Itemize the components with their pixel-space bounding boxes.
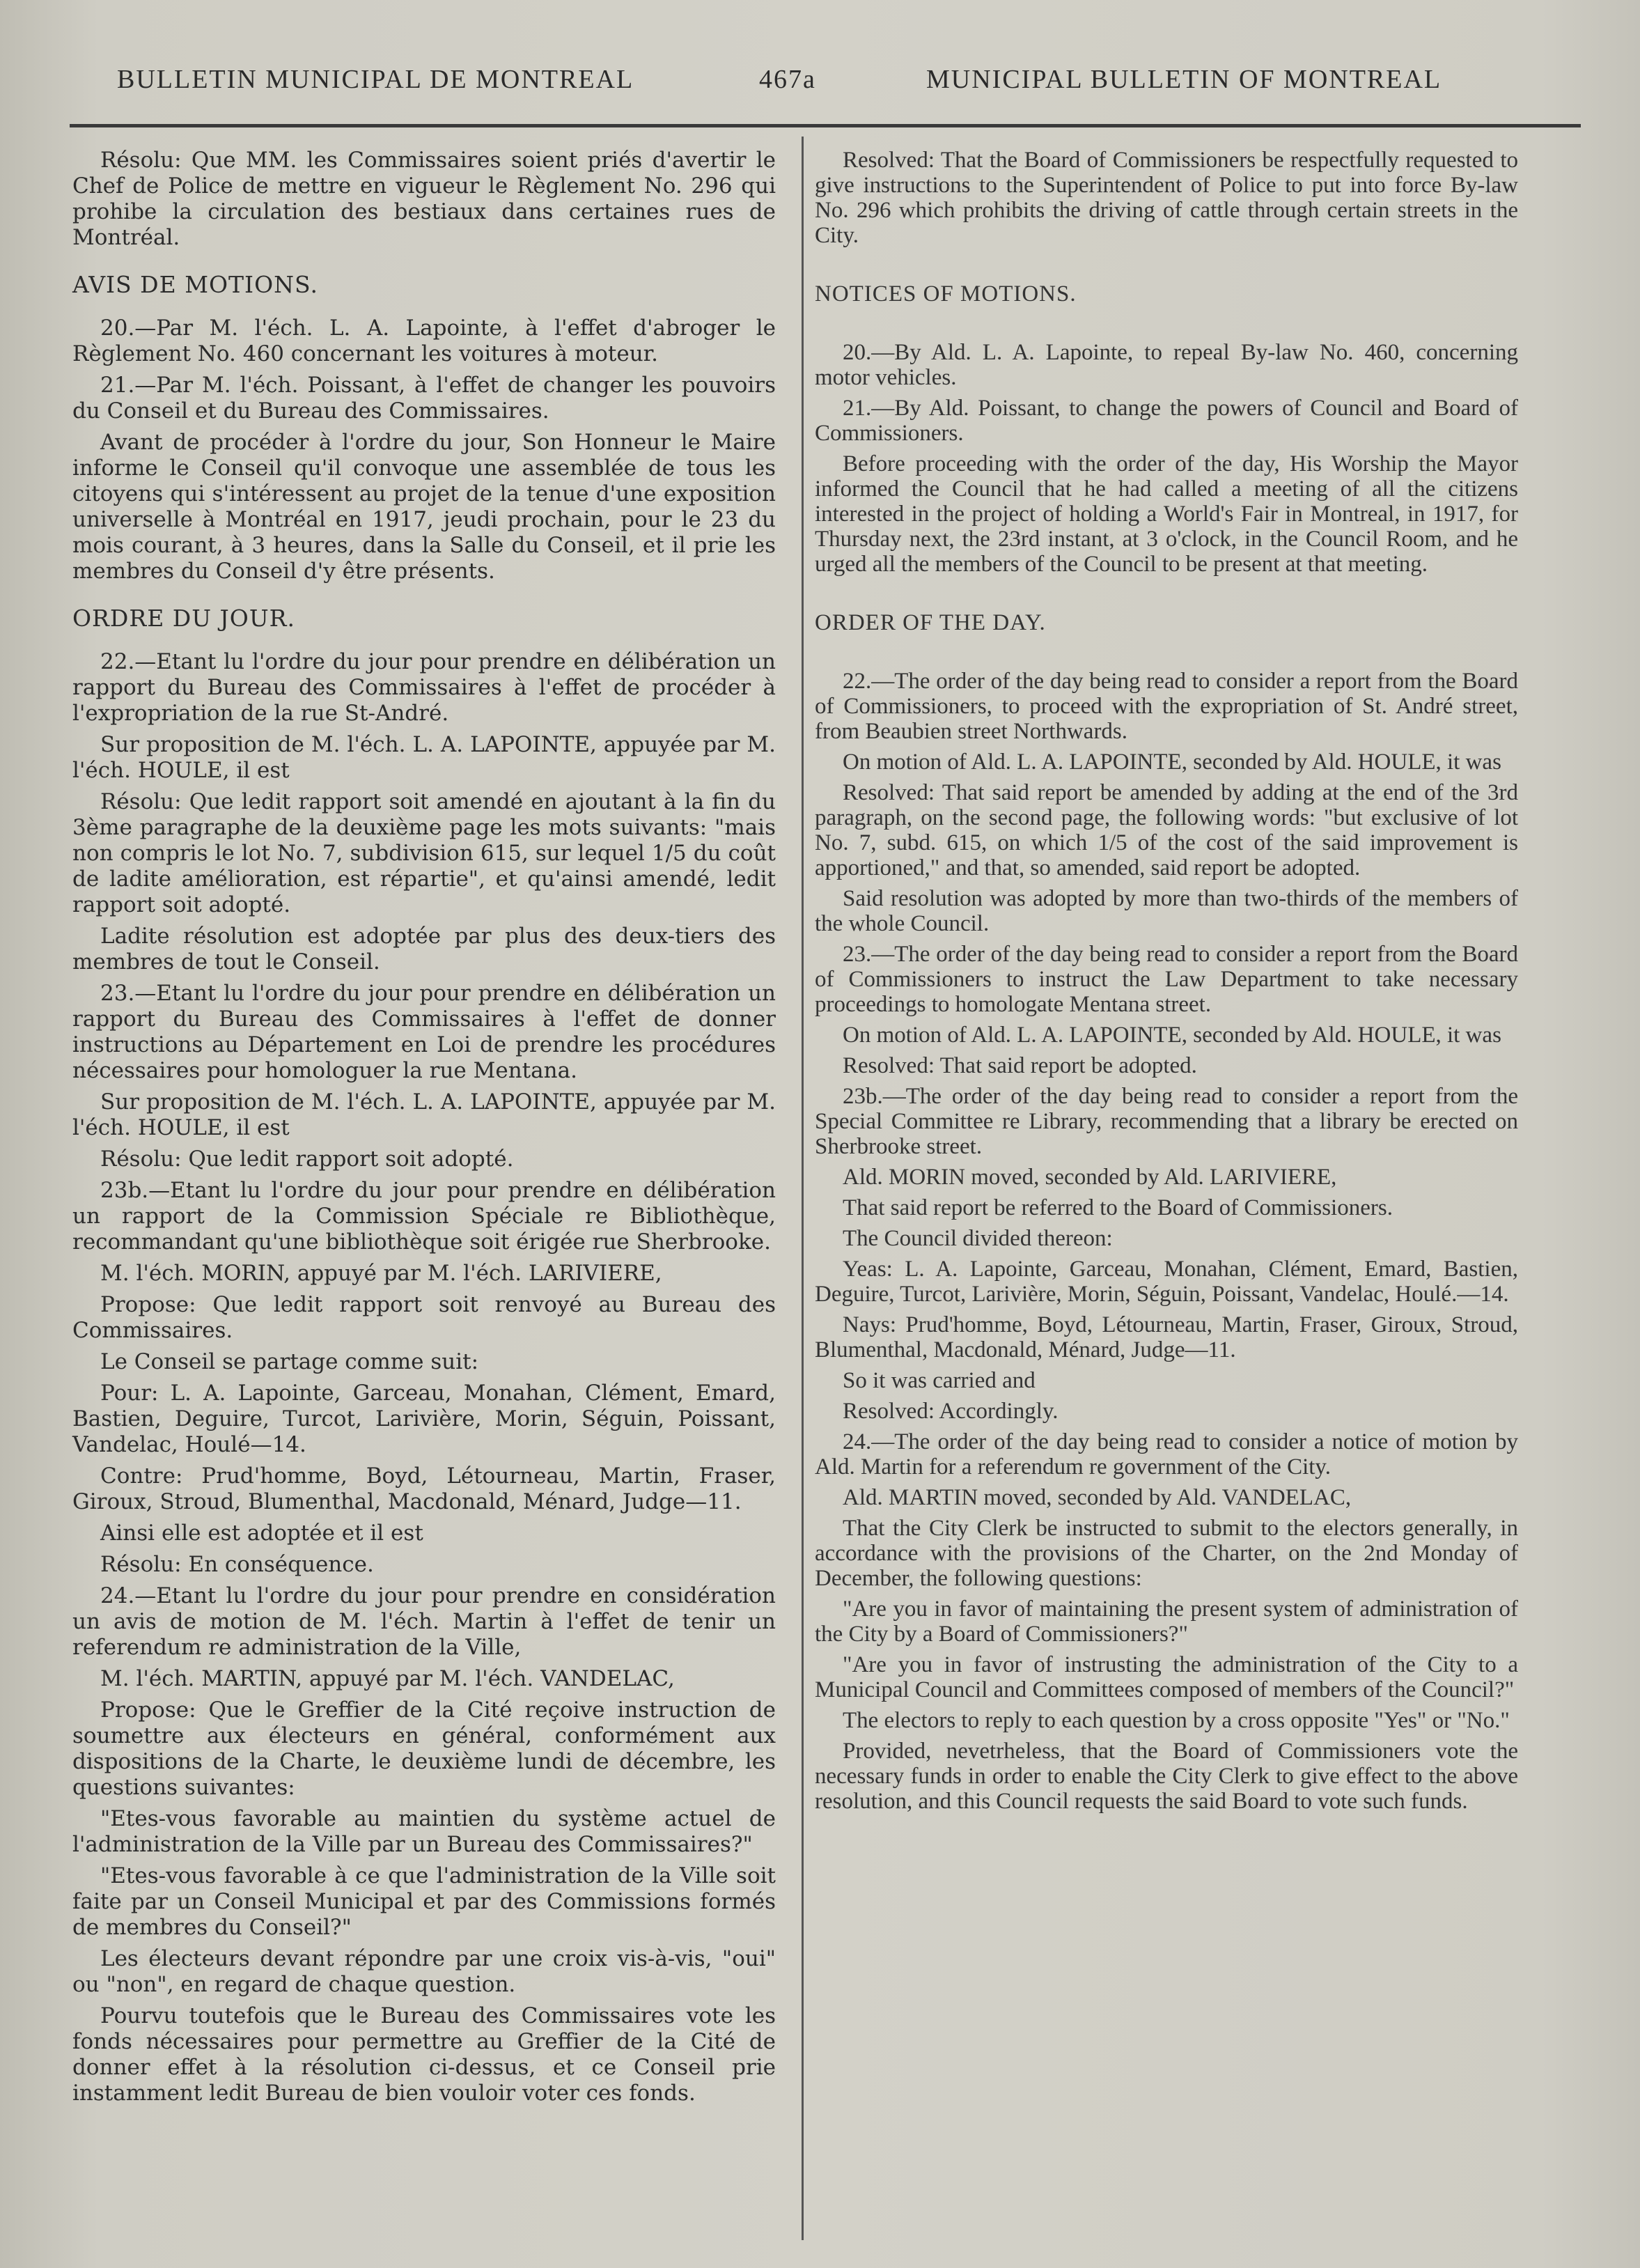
french-paragraph: Le Conseil se partage comme suit:	[100, 1349, 479, 1374]
english-paragraph: Provided, nevetrheless, that the Board of Commissioners vote the necessary funds in order to enable the City Clerk to give effect to the above resolution, and this Council requests the said Board to vote such funds.	[815, 1739, 1518, 1814]
french-paragraph: Avant de procéder à l'ordre du jour, Son Honneur le Maire informe le Conseil qu'il convoque une assemblée de tous les citoyens qui s'intéressent au projet de la tenue d'une exposition universelle à Montréal en 1917, jeudi prochain, pour le 23 du mois courant, à 3 heures, dans la Salle du Conseil, et il prie les membres du Conseil d'y être présents.	[72, 430, 776, 584]
french-paragraph: Sur proposition de M. l'éch. L. A. LAPOINTE, appuyée par M. l'éch. HOULE, il est	[72, 1089, 776, 1140]
french-paragraph: 21.—Par M. l'éch. Poissant, à l'effet de changer les pouvoirs du Conseil et du Bureau des Commissaires.	[72, 373, 776, 424]
header-rule	[70, 124, 1581, 127]
english-paragraph: Said resolution was adopted by more than two-thirds of the members of the whole Council.	[815, 886, 1518, 936]
french-paragraph: Résolu: En conséquence.	[100, 1552, 374, 1577]
english-paragraph: Before proceeding with the order of the day, His Worship the Mayor informed the Council that he had called a meeting of all the citizens interested in the project of holding a World's Fair in Montreal, in 1917, for Thursday next, the 23rd instant, at 3 o'clock, in the Council Room, and he urged all the members of the Council to be present at that meeting.	[815, 451, 1518, 577]
french-paragraph: M. l'éch. MORIN, appuyé par M. l'éch. LARIVIERE,	[100, 1261, 662, 1286]
page-number: 467a	[759, 65, 816, 94]
english-paragraph: Nays: Prud'homme, Boyd, Létourneau, Martin, Fraser, Giroux, Stroud, Blumenthal, Macdonald, Ménard, Judge—11.	[815, 1312, 1518, 1362]
french-paragraph: 22.—Etant lu l'ordre du jour pour prendre en délibération un rapport du Bureau des Commissaires à l'effet de procéder à l'expropriation de la rue St-André.	[72, 649, 776, 726]
english-paragraph: Resolved: That the Board of Commissioners be respectfully requested to give instructions to the Superintendent of Police to put into force By-law No. 296 which prohibits the driving of cattle through certain streets in the City.	[815, 148, 1518, 248]
english-paragraph: On motion of Ald. L. A. LAPOINTE, seconded by Ald. HOULE, it was	[843, 749, 1501, 775]
french-paragraph: 23.—Etant lu l'ordre du jour pour prendre en délibération un rapport du Bureau des Commissaires à l'effet de donner instructions au Département en Loi de prendre les procédures nécessaires pour homologuer la rue Mentana.	[72, 981, 776, 1083]
french-paragraph: Contre: Prud'homme, Boyd, Létourneau, Martin, Fraser, Giroux, Stroud, Blumenthal, Macdonald, Ménard, Judge—11.	[72, 1463, 776, 1514]
english-section-heading: ORDER OF THE DAY.	[815, 610, 1046, 635]
french-paragraph: 20.—Par M. l'éch. L. A. Lapointe, à l'effet d'abroger le Règlement No. 460 concernant les voitures à moteur.	[72, 316, 776, 366]
french-paragraph: Résolu: Que ledit rapport soit amendé en ajoutant à la fin du 3ème paragraphe de la deuxième page les mots suivants: "mais non compris le lot No. 7, subdivision 615, sur lequel 1/5 du coût de ladite amélioration, est répartie", et qu'ainsi amendé, ledit rapport soit adopté.	[72, 789, 776, 917]
english-paragraph: 23b.—The order of the day being read to consider a report from the Special Committee re Library, recommending that a library be erected on Sherbrooke street.	[815, 1084, 1518, 1159]
header-title-english: MUNICIPAL BULLETIN OF MONTREAL	[926, 65, 1442, 94]
english-paragraph: On motion of Ald. L. A. LAPOINTE, seconded by Ald. HOULE, it was	[843, 1023, 1501, 1048]
french-section-heading: ORDRE DU JOUR.	[72, 605, 295, 632]
english-paragraph: The Council divided thereon:	[843, 1226, 1113, 1251]
french-paragraph: "Etes-vous favorable à ce que l'administration de la Ville soit faite par un Conseil Municipal et par des Commissions formés de membres du Conseil?"	[72, 1863, 776, 1940]
french-paragraph: Propose: Que le Greffier de la Cité reçoive instruction de soumettre aux électeurs en général, conformément aux dispositions de la Charte, le deuxième lundi de décembre, les questions suivantes:	[72, 1698, 776, 1800]
english-paragraph: That the City Clerk be instructed to submit to the electors generally, in accordance with the provisions of the Charter, on the 2nd Monday of December, the following questions:	[815, 1516, 1518, 1591]
french-paragraph: Propose: Que ledit rapport soit renvoyé au Bureau des Commissaires.	[72, 1292, 776, 1343]
english-paragraph: That said report be referred to the Board of Commissioners.	[843, 1195, 1393, 1220]
english-paragraph: Ald. MARTIN moved, seconded by Ald. VANDELAC,	[843, 1485, 1352, 1510]
french-paragraph: Résolu: Que MM. les Commissaires soient priés d'avertir le Chef de Police de mettre en vigueur le Règlement No. 296 qui prohibe la circulation des bestiaux dans certaines rues de Montréal.	[72, 148, 776, 250]
french-paragraph: M. l'éch. MARTIN, appuyé par M. l'éch. VANDELAC,	[100, 1666, 675, 1691]
french-section-heading: AVIS DE MOTIONS.	[72, 271, 318, 298]
english-paragraph: Resolved: That said report be amended by adding at the end of the 3rd paragraph, on the second page, the following words: "but exclusive of lot No. 7, subd. 615, on which 1/5 of the cost of the said improvement is apportioned," and that, so amended, said report be adopted.	[815, 780, 1518, 880]
english-paragraph: 20.—By Ald. L. A. Lapointe, to repeal By-law No. 460, concerning motor vehicles.	[815, 340, 1518, 390]
french-paragraph: Ladite résolution est adoptée par plus des deux-tiers des membres de tout le Conseil.	[72, 924, 776, 974]
english-paragraph: Yeas: L. A. Lapointe, Garceau, Monahan, Clément, Emard, Bastien, Deguire, Turcot, Larivière, Morin, Séguin, Poissant, Vandelac, Houlé.—14.	[815, 1257, 1518, 1307]
french-column	[72, 148, 776, 2112]
french-paragraph: Résolu: Que ledit rapport soit adopté.	[100, 1147, 514, 1172]
english-paragraph: Resolved: Accordingly.	[843, 1399, 1059, 1424]
french-paragraph: Sur proposition de M. l'éch. L. A. LAPOINTE, appuyée par M. l'éch. HOULE, il est	[72, 732, 776, 783]
english-paragraph: Resolved: That said report be adopted.	[843, 1053, 1197, 1078]
english-paragraph: 24.—The order of the day being read to consider a notice of motion by Ald. Martin for a referendum re government of the City.	[815, 1429, 1518, 1479]
english-paragraph: 23.—The order of the day being read to consider a report from the Board of Commissioners to instruct the Law Department to take necessary proceedings to homologate Mentana street.	[815, 942, 1518, 1017]
english-paragraph: The electors to reply to each question by a cross opposite "Yes" or "No."	[843, 1708, 1510, 1733]
header-title-french: BULLETIN MUNICIPAL DE MONTREAL	[117, 65, 634, 94]
english-paragraph: "Are you in favor of maintaining the present system of administration of the City by a Board of Commissioners?"	[815, 1597, 1518, 1647]
english-paragraph: 21.—By Ald. Poissant, to change the powers of Council and Board of Commissioners.	[815, 396, 1518, 446]
french-paragraph: 23b.—Etant lu l'ordre du jour pour prendre en délibération un rapport de la Commission Spéciale re Bibliothèque, recommandant qu'une bibliothèque soit érigée rue Sherbrooke.	[72, 1178, 776, 1255]
french-paragraph: Pourvu toutefois que le Bureau des Commissaires vote les fonds nécessaires pour permettre au Greffier de la Cité de donner effet à la résolution ci-dessus, et ce Conseil prie instamment ledit Bureau de bien vouloir voter ces fonds.	[72, 2003, 776, 2106]
english-paragraph: 22.—The order of the day being read to consider a report from the Board of Commissioners, to proceed with the expropriation of St. André street, from Beaubien street Northwards.	[815, 669, 1518, 744]
column-divider	[802, 137, 804, 2240]
english-paragraph: So it was carried and	[843, 1368, 1036, 1393]
french-paragraph: Pour: L. A. Lapointe, Garceau, Monahan, Clément, Emard, Bastien, Deguire, Turcot, Larivière, Morin, Séguin, Poissant, Vandelac, Houlé—14.	[72, 1381, 776, 1457]
french-paragraph: Les électeurs devant répondre par une croix vis-à-vis, "oui" ou "non", en regard de chaque question.	[72, 1946, 776, 1997]
french-paragraph: Ainsi elle est adoptée et il est	[100, 1521, 423, 1546]
english-section-heading: NOTICES OF MOTIONS.	[815, 281, 1077, 306]
english-paragraph: "Are you in favor of instrusting the administration of the City to a Municipal Council and Committees composed of members of the Council?"	[815, 1652, 1518, 1702]
french-paragraph: "Etes-vous favorable au maintien du système actuel de l'administration de la Ville par un Bureau des Commissaires?"	[72, 1806, 776, 1857]
running-header	[0, 64, 1640, 113]
french-paragraph: 24.—Etant lu l'ordre du jour pour prendre en considération un avis de motion de M. l'éch. Martin à l'effet de tenir un referendum re administration de la Ville,	[72, 1583, 776, 1660]
english-paragraph: Ald. MORIN moved, seconded by Ald. LARIVIERE,	[843, 1165, 1337, 1190]
english-column	[815, 148, 1518, 1819]
